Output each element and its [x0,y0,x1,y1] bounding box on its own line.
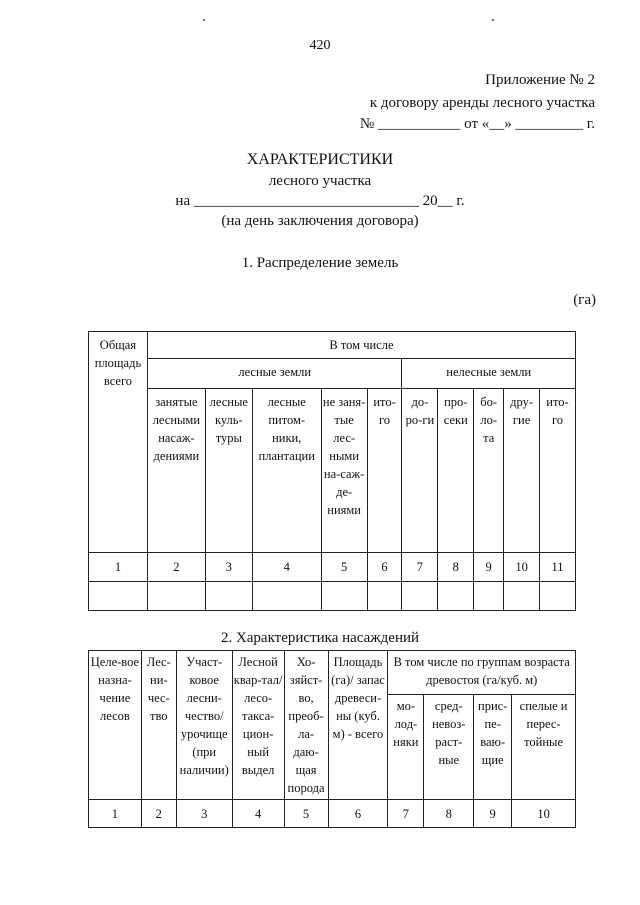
data-cell[interactable] [89,582,148,611]
unit-label: (га) [573,292,596,308]
data-cell[interactable] [474,582,504,611]
scan-speck [203,19,205,21]
column-number: 8 [424,800,474,828]
header-sub: спелые и перес-тойные [512,695,576,800]
date-line: на ______________________________ 20__ г. [175,193,465,209]
header-sub: прис-пе-ваю-щие [474,695,512,800]
header-quarter: Лесной квар-тал/ лесо-такса-цион-ный выдел [232,651,284,800]
column-number: 5 [321,553,367,582]
column-number: 9 [474,553,504,582]
header-col: не заня-тые лес-ными на-саж-де-ниями [321,389,367,553]
header-forest-lands: лесные земли [147,359,402,389]
column-number: 10 [504,553,540,582]
header-col: ито-го [367,389,402,553]
column-number: 6 [328,800,388,828]
column-number: 11 [540,553,576,582]
header-col: лесные куль-туры [205,389,252,553]
column-number: 3 [176,800,232,828]
section2-title: 2. Характеристика насаждений [220,630,420,646]
data-cell[interactable] [402,582,438,611]
appendix-number-date: № ___________ от «__» _________ г. [359,116,595,132]
data-cell[interactable] [321,582,367,611]
column-number: 7 [402,553,438,582]
date-note: (на день заключения договора) [221,213,419,229]
data-cell[interactable] [205,582,252,611]
column-number: 5 [284,800,328,828]
column-number: 1 [89,800,142,828]
data-cell[interactable] [438,582,474,611]
header-forestry: Лес-ни-чес-тво [141,651,176,800]
page-number: 420 [309,38,331,53]
column-number: 3 [205,553,252,582]
header-sub: сред-невоз-раст-ные [424,695,474,800]
header-col: лесные питом-ники, плантации [252,389,321,553]
header-area-volume: Площадь (га)/ запас древеси-ны (куб. м) - всего [328,651,388,800]
column-number: 2 [147,553,205,582]
header-sub: мо-лод-няки [388,695,424,800]
document-title: ХАРАКТЕРИСТИКИ [246,151,394,168]
scan-speck [492,19,494,21]
header-including: В том числе [147,332,575,359]
header-species: Хо-зяйст-во, преоб-ла-даю-щая порода [284,651,328,800]
header-purpose: Целе-вое назна-чение лесов [89,651,142,800]
column-number: 9 [474,800,512,828]
header-district-forestry: Участ-ковое лесни-чество/ урочище (при наличии) [176,651,232,800]
header-col: дру-гие [504,389,540,553]
land-distribution-table [88,331,576,611]
header-col: бо-ло-та [474,389,504,553]
column-number: 8 [438,553,474,582]
appendix-reference: к договору аренды лесного участка [369,95,595,111]
header-col: ито-го [540,389,576,553]
header-col: про-секи [438,389,474,553]
data-cell[interactable] [540,582,576,611]
column-number: 10 [512,800,576,828]
column-number: 4 [232,800,284,828]
data-cell[interactable] [252,582,321,611]
appendix-title: Приложение № 2 [485,72,595,88]
header-total-area: Общая площадь всего [89,332,148,553]
header-col: до-ро-ги [402,389,438,553]
data-cell[interactable] [147,582,205,611]
column-number: 7 [388,800,424,828]
document-subtitle: лесного участка [268,173,372,189]
data-cell[interactable] [367,582,402,611]
data-cell[interactable] [504,582,540,611]
column-number: 1 [89,553,148,582]
header-col: занятые лесными насаж-дениями [147,389,205,553]
column-number: 4 [252,553,321,582]
stands-characteristics-table [88,650,576,828]
column-number: 6 [367,553,402,582]
header-nonforest-lands: нелесные земли [402,359,576,389]
column-number: 2 [141,800,176,828]
section1-title: 1. Распределение земель [241,255,399,271]
header-age-groups: В том числе по группам возраста древостоя (га/куб. м) [388,651,576,695]
